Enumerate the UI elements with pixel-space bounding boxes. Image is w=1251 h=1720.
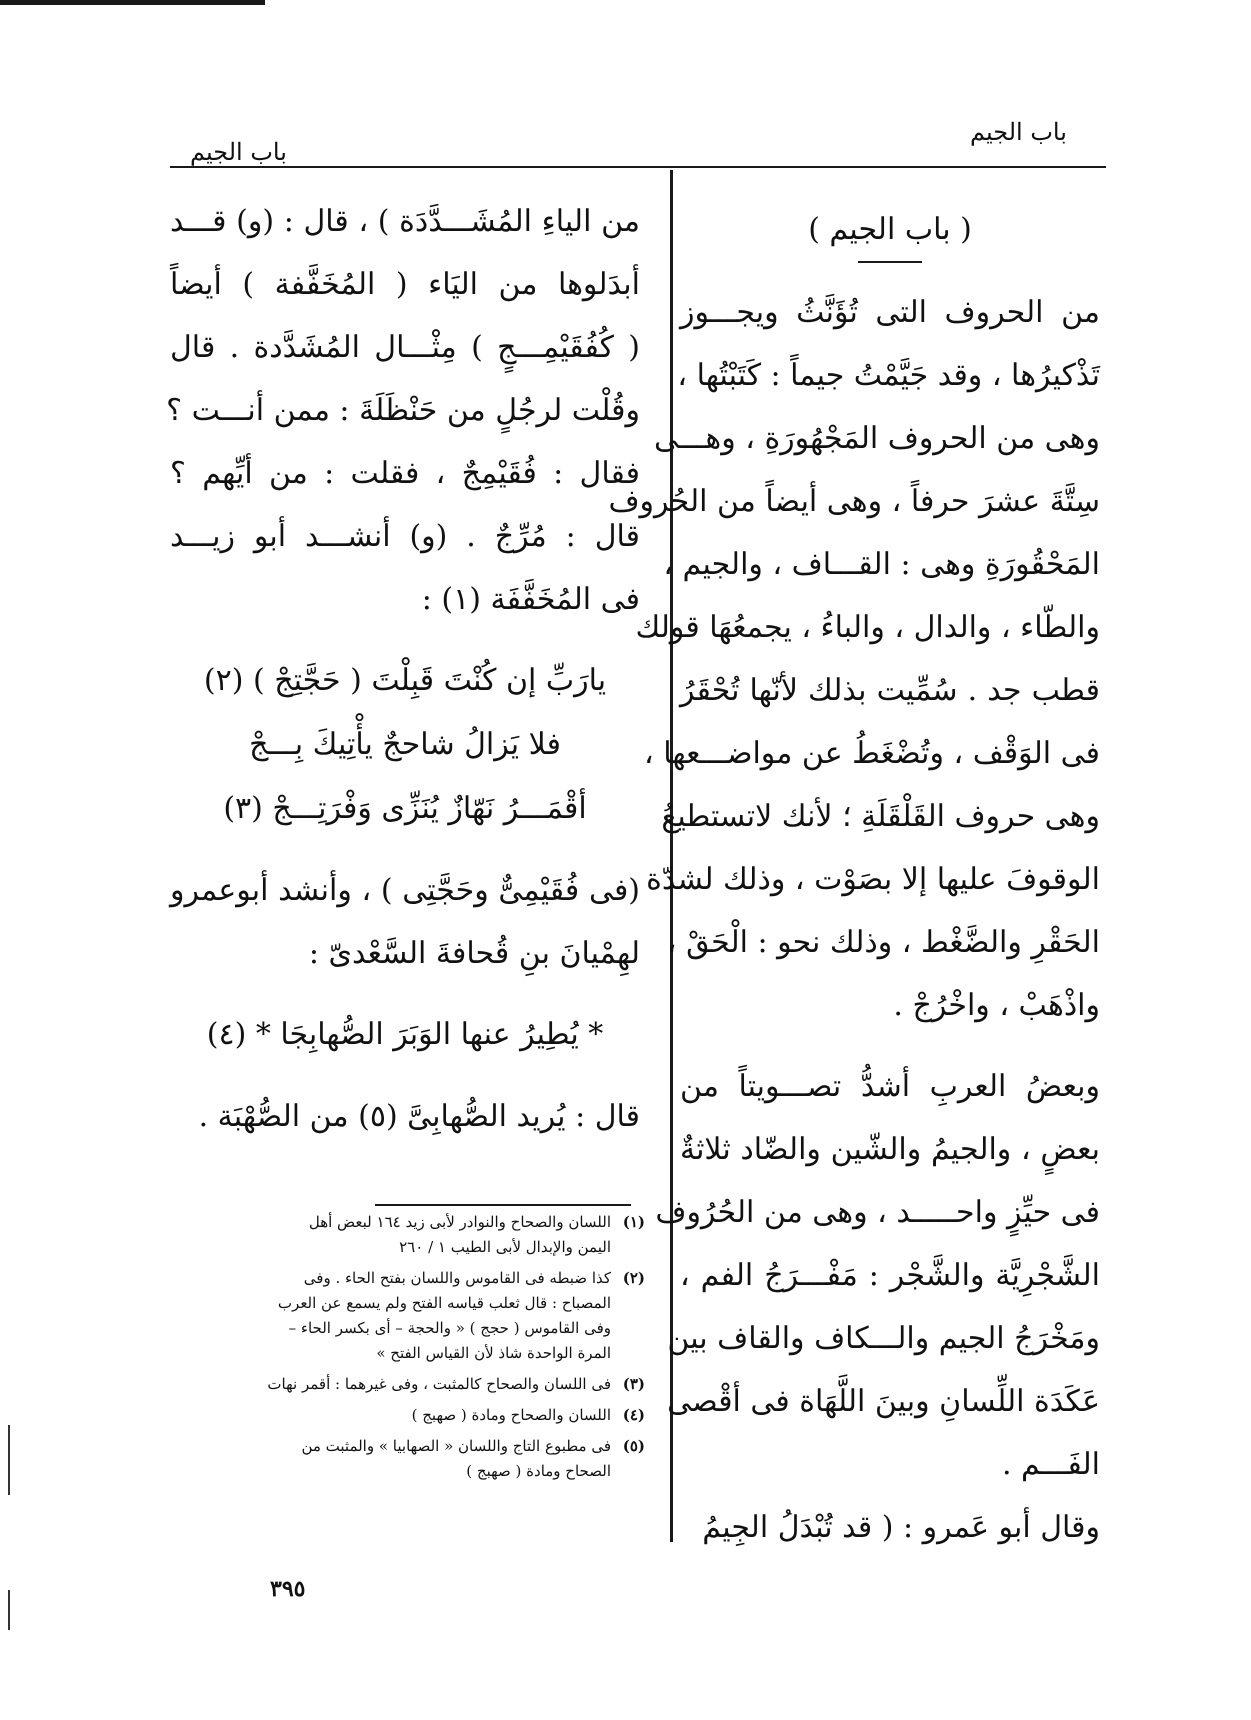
- footnote-number: (١): [622, 1213, 645, 1231]
- text-line: بعضٍ ، والجيمُ والشّين والضّاد ثلاثةٌ: [680, 1132, 1100, 1167]
- text-line: وقُلْت لرجُلٍ من حَنْظَلَةَ : ممن أنـــت ؟: [166, 393, 640, 428]
- footnote-rule: [375, 1204, 631, 1206]
- text-line: قطب جد . سُمِّيت بذلك لأنّها تُحْقَرُ: [680, 673, 1100, 708]
- text-line: الفَـــم .: [1001, 1447, 1100, 1482]
- running-head-right: باب الجيم: [970, 118, 1067, 146]
- footnote-number: (٢): [622, 1269, 645, 1287]
- verse-block: [170, 649, 640, 841]
- text-line: وبعضُ العربِ أشدُّ تصـــويتاً من: [680, 1069, 1100, 1104]
- text-line: الشَّجْرِيَّة والشَّجْر : مَفْـــرَجُ الفم ،: [680, 1258, 1100, 1293]
- footnote: [200, 1266, 645, 1366]
- footnote-number: (٤): [622, 1406, 645, 1424]
- paragraph: [608, 281, 1100, 1037]
- text-line: وهى حروف القَلْقَلَةِ ؛ لأنك لاتستطيعُ: [661, 799, 1100, 834]
- text-line: ومَخْرَجُ الجيم والـــكاف والقاف بين: [667, 1321, 1100, 1356]
- footnote-text: كذا ضبطه فى القاموس واللسان بفتح الحاء . وفى: [303, 1269, 611, 1287]
- verse-line: أقْمَـــرُ نَهّازٌ يُنَزِّى وَفْرَتِـــجْ (٣): [223, 791, 587, 826]
- paragraph: [680, 1496, 1100, 1559]
- footnote-line: اليمن والإبدال لأبى الطيب ١ / ٢٦٠: [399, 1238, 611, 1256]
- footnote: [200, 1434, 645, 1484]
- text-line: من الياءِ المُشَـــدَّدَة ) ، قال : (و) قـــد: [170, 204, 640, 239]
- text-line: المَحْقُورَةِ وهى : القـــاف ، والجيم ،: [663, 547, 1100, 582]
- paragraph: [166, 190, 640, 631]
- heading-rule: [858, 261, 922, 263]
- text-line: تَذْكيرُها ، وقد جَيَّمْتُ جيماً : كَتَبْتُها ،: [677, 358, 1100, 393]
- footnotes: [200, 1210, 645, 1490]
- footnote-number: (٣): [622, 1375, 645, 1393]
- text-line: سِتَّةَ عشرَ حرفاً ، وهى أيضاً من الحُروف: [608, 484, 1100, 519]
- footnote-line: المصباح : قال ثعلب قياسه الفتح ولم يسمع عن العرب: [277, 1294, 611, 1312]
- verse-line: * يُطِيرُ عنها الوَبَرَ الصُّهابِجَا * (٤): [206, 1017, 604, 1052]
- text-line: الوقوفَ عليها إلا بصَوْت ، وذلك لشدّة: [646, 862, 1100, 897]
- footnote: [200, 1210, 645, 1260]
- footnote: [200, 1372, 645, 1397]
- footnote-line: [200, 1403, 645, 1428]
- footnote-line: وفى القاموس ( حجج ) « والحجة – أى بكسر الحاء –: [288, 1319, 611, 1337]
- footnote-line: [200, 1372, 645, 1397]
- text-line: فى المُخَفَّفَة (١) :: [421, 582, 640, 617]
- text-line: فى الوَقْف ، وتُضْغَطُ عن مواضـــعها ،: [643, 736, 1100, 771]
- left-column: [166, 190, 640, 1148]
- footnote-text: فى اللسان والصحاح كالمثبت ، وفى غيرهما : أقمر نهات: [267, 1375, 611, 1393]
- footnote-line: الصحاح ومادة ( صهبج ): [466, 1462, 611, 1480]
- text-line: واذْهَبْ ، واخْرُجْ .: [893, 988, 1100, 1023]
- footnote-line: [200, 1210, 645, 1235]
- text-line: قال : مُرِّجٌ . (و) أنشـــد أبو زيـــد: [170, 519, 640, 554]
- paragraph: [655, 1055, 1100, 1496]
- right-column: [608, 198, 1100, 1559]
- text-line: أبدَلوها من اليَاء ( المُخَفَّفة ) أيضاً: [170, 267, 640, 302]
- footnote: [200, 1403, 645, 1428]
- text-line: وقال أبو عَمرو : ( قد تُبْدَلُ الجِيمُ: [702, 1510, 1100, 1545]
- footnote-text: فى مطبوع التاج واللسان « الصهابيا » والمثبت من: [301, 1437, 611, 1455]
- header-rule: [170, 166, 1106, 168]
- text-line: من الحروف التى تُؤَنَّثُ ويجـــوز: [680, 295, 1100, 330]
- paragraph: [170, 859, 640, 985]
- text-line: ( كُفُقَيْمِـــجٍ ) مِثْـــال المُشَدَّدة . قال: [170, 330, 640, 365]
- text-line: والطّاء ، والدال ، والباءُ ، يجمعُهَا قولك: [635, 610, 1100, 645]
- text-line: وهى من الحروف المَجْهُورَةِ ، وهـــى: [654, 421, 1100, 456]
- chapter-heading: ( باب الجيم ): [808, 212, 972, 247]
- page-number: ٣٩٥: [270, 1576, 306, 1602]
- text-line: قال : يُريد الصُّهابِىَّ (٥) من الصُّهْبَة .: [198, 1099, 640, 1134]
- footnote-text: اللسان والصحاح ومادة ( صهبج ): [411, 1406, 611, 1424]
- footnote-text: اللسان والصحاح والنوادر لأبى زيد ١٦٤ لبعض أهل: [308, 1213, 611, 1231]
- footnote-line: [200, 1434, 645, 1459]
- text-line: فى حيِّزٍ واحـــــد ، وهى من الحُرُوف: [655, 1195, 1100, 1230]
- text-line: عَكَدَة اللِّسانِ وبينَ اللَّهَاة فى أقْصى: [667, 1384, 1100, 1419]
- verse-line: يارَبِّ إن كُنْتَ قَبِلْتَ ( حَجَّتِجْ ) (٢): [203, 663, 607, 698]
- margin-mark: [8, 1425, 10, 1495]
- footnote-number: (٥): [622, 1437, 645, 1455]
- text-line: فقال : فُقَيْمِجٌ ، فقلت : من أيِّهم ؟: [170, 456, 640, 491]
- footnote-line: [200, 1266, 645, 1291]
- verse-line: فلا يَزالُ شاحجٌ يأْتِيكَ بِـــجْ: [249, 727, 561, 762]
- text-line: لهِمْيانَ بنِ قُحافةَ السَّعْدىّ :: [308, 936, 640, 971]
- running-head-left: باب الجيم: [190, 138, 287, 166]
- footnote-line: المرة الواحدة شاذ لأن القياس الفتح »: [376, 1344, 611, 1362]
- margin-mark: [8, 1590, 10, 1630]
- text-line: (فى فُقَيْمِىٌّ وحَجَّتِى ) ، وأنشد أبوعمرو: [170, 873, 640, 908]
- text-line: الحَقْرِ والضَّغْط ، وذلك نحو : الْحَقْ ،: [666, 925, 1100, 960]
- scan-edge-line: [0, 0, 265, 5]
